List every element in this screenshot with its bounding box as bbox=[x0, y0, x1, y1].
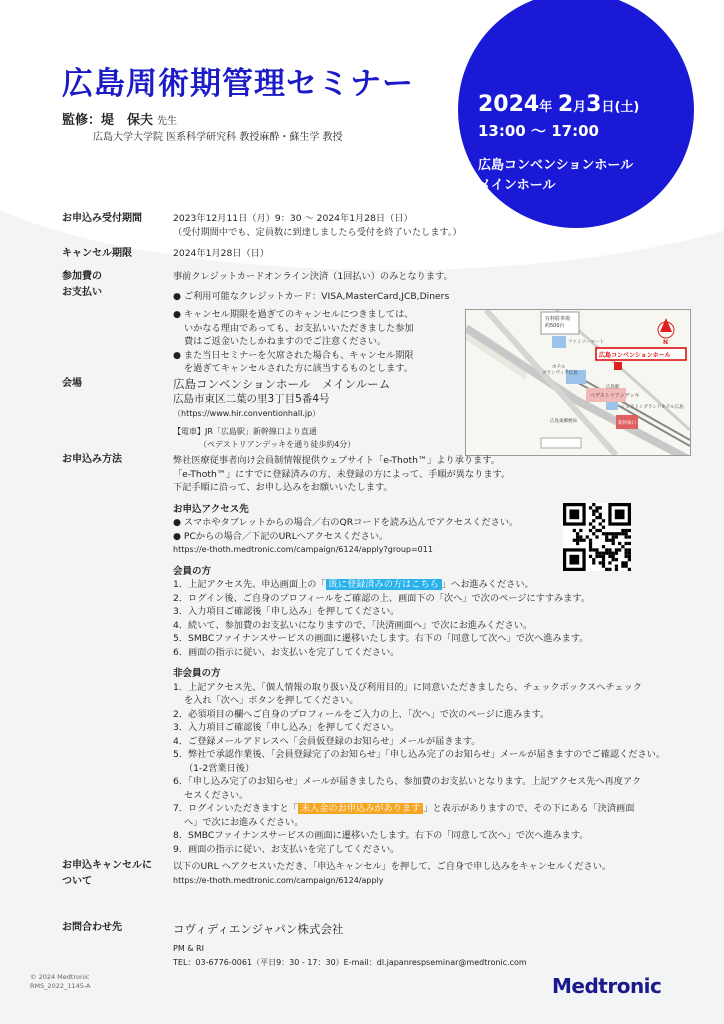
member-step-1: 1．上記アクセス先、申込画面上の「 既に登録済みの方はこちら 」へお進みください。 bbox=[173, 579, 534, 590]
event-venue: 広島コンベンションホール メインホール bbox=[478, 158, 634, 193]
unpaid-highlight: 未入金のお申込みがあります bbox=[298, 803, 423, 814]
map-label-hall: 広島コンベンションホール bbox=[599, 352, 671, 359]
fee-label: 参加費の お支払い bbox=[62, 271, 102, 298]
supervisor-honorific: 先生 bbox=[157, 116, 178, 127]
map-label-deck: ペデストリアンデッキ bbox=[590, 393, 640, 399]
cancel-deadline-label: キャンセル期限 bbox=[62, 248, 132, 259]
contact-label: お問合わせ先 bbox=[62, 922, 122, 933]
map-label-parking2: 約500台 bbox=[545, 323, 565, 329]
event-date: 2024年 2月3日(土) bbox=[478, 92, 640, 117]
nonmember-step-7: 7．ログインいただきますと「 未入金のお申込みがあります 」と表示がありますので、その下にある「決済画面 bbox=[173, 803, 635, 814]
nonmember-title: 非会員の方 bbox=[173, 668, 221, 679]
copyright: © 2024 Medtronic RMS_2022_1145-A bbox=[30, 973, 91, 990]
map-north-icon: N bbox=[663, 339, 669, 346]
map-label-store: ファミリーマート bbox=[568, 340, 604, 345]
supervisor-affiliation: 広島大学大学院 医系科学研究科 教授麻酔・蘇生学 教授 bbox=[93, 132, 343, 143]
cancel-deadline-value: 2024年1月28日（日） bbox=[173, 248, 270, 259]
cancel-label: お申込キャンセルに ついて bbox=[62, 860, 152, 887]
map-label-granvia: グランヴィア広島 bbox=[542, 371, 578, 376]
reception-label: お申込み受付期間 bbox=[62, 213, 142, 224]
access-title: お申込アクセス先 bbox=[173, 503, 249, 515]
access-url-link[interactable]: https://e-thoth.medtronic.com/campaign/6124/apply?group=011 bbox=[173, 545, 433, 554]
qr-code[interactable] bbox=[563, 503, 631, 571]
map-label-station: 広島駅 bbox=[606, 385, 620, 390]
reception-value: 2023年12月11日（月）9：30 ～ 2024年1月28日（日） （受付期間中でも、定員数に到達しましたら受付を終了いたします。） bbox=[173, 213, 462, 238]
contact-value: コヴィディエンジャパン株式会社 PM & RI TEL：03-6776-0061（平日9：30 - 17：30）E-mail：dl.japanrespseminar@medtronic.com bbox=[173, 922, 527, 967]
venue-map bbox=[465, 309, 691, 456]
map-label-sheraton: シェラトングランドホテル広島 bbox=[621, 405, 684, 410]
medtronic-logo: Medtronic bbox=[552, 974, 662, 998]
apply-value: 弊社医療従事者向け会員制情報提供ウェブサイト「e-Thoth™」より承ります。 「e-Thoth™」にすでに登録済みの方、未登録の方によって、手順が異なります。 下記手順に沿って、お申し込みをお願いいたします。 お申込アクセス先 ● スマホやタブレットからの場合／右のQRコードを読み込んでアクセスください。 ● PCからの場合／下記のURLへアクセスください。 https://e-thoth.medtronic.com/campaign/6124/apply?group=011 会員の方 1．上記アクセス先、申込画面上の「 既に登録済みの方はこちら 」へお進みください。 2．ログイン後、ご自身のプロフィールをご確認の上、画面下の「次へ」で次のページにすすみます。 3．入力項目ご確認後「申し込み」を押してください。 4．続いて、参加費のお支払いになりますので、「決済画面へ」で次にお進みください。 5．SMBCファイナンスサービスの画面に遷移いたします。右下の「同意して次へ」で次へ進みます。 6．画面の指示に従い、お支払いを完了してください。 非会員の方 1．上記アクセス先、「個人情報の取り扱い及び利用目的」に同意いただきましたら、チェックボックスへチェック を入れ「次へ」ボタンを押してください。 2．必須項目の欄へご自身のプロフィールをご入力の上、「次へ」で次のページに進みます。 3．入力項目ご確認後「申し込み」を押してください。 4．ご登録メールアドレスへ「会員仮登録のお知らせ」メールが届きます。 5．弊社で承認作業後、「会員登録完了のお知らせ」「申し込み完了のお知らせ」メールが届きますのでご確認ください。 （1-2営業日後） 6．「申し込み完了のお知らせ」メールが届きましたら、参加費のお支払いとなります。上記アクセス先へ再度アク セスください。 7．ログインいただきますと「 未入金のお申込みがあります 」と表示がありますので、その下にある「決済画面 へ」で次にお進みください。 8．SMBCファイナンスサービスの画面に遷移いたします。右下の「同意して次へ」で次へ進みます。 9．画面の指示に従い、お支払いを完了してください。 bbox=[173, 455, 666, 855]
map-label-hotel: ホテル bbox=[552, 365, 566, 370]
map-label-parking: 有料駐車場 bbox=[545, 316, 571, 322]
supervisor bbox=[62, 109, 177, 128]
event-time: 13:00 ～ 17:00 bbox=[478, 122, 599, 140]
event-info-circle bbox=[458, 0, 694, 228]
venue-value: 広島コンベンションホール メインルーム 広島市東区二葉の里3丁目5番4号 （https://www.hir.conventionhall.jp） 【電車】JR「広島駅」新幹線口より直通 （ペデストリアンデッキを通り徒歩約4分） bbox=[173, 377, 391, 449]
cancel-value: 以下のURL へアクセスいただき、「申込キャンセル」を押して、ご自身で申し込みをキャンセルください。 https://e-thoth.medtronic.com/campaign/6124/apply bbox=[173, 860, 611, 887]
map-label-shinkansen: 新幹線口 bbox=[618, 421, 636, 426]
page-title: 広島周術期管理セミナー bbox=[62, 66, 414, 102]
cancel-url-link[interactable]: https://e-thoth.medtronic.com/campaign/6124/apply bbox=[173, 875, 384, 885]
supervisor-prefix: 監修： bbox=[62, 113, 102, 128]
apply-label: お申込み方法 bbox=[62, 454, 122, 465]
fee-value: 事前クレジットカードオンライン決済（1回払い）のみとなります。 ● ご利用可能なクレジットカード：VISA,MasterCard,JCB,Diners ● キャンセル期限を過ぎてのキャンセルにつきましては、 いかなる理由であっても、お支払いいただきました参加 費はご返金いたしかねますのでご注意ください。 ● また当日セミナーを欠席された場合も、キャンセル期限 を過ぎてキャンセルされた方に該当するものとします。 bbox=[173, 271, 453, 374]
registered-highlight: 既に登録済みの方はこちら bbox=[326, 579, 442, 590]
map-label-post: 広島東郵便局 bbox=[550, 419, 577, 424]
member-title: 会員の方 bbox=[173, 565, 212, 577]
venue-label: 会場 bbox=[62, 378, 82, 389]
map-graphic bbox=[466, 310, 690, 455]
supervisor-name: 堤 保夫 bbox=[101, 113, 154, 128]
qr-code-graphic bbox=[563, 503, 631, 571]
